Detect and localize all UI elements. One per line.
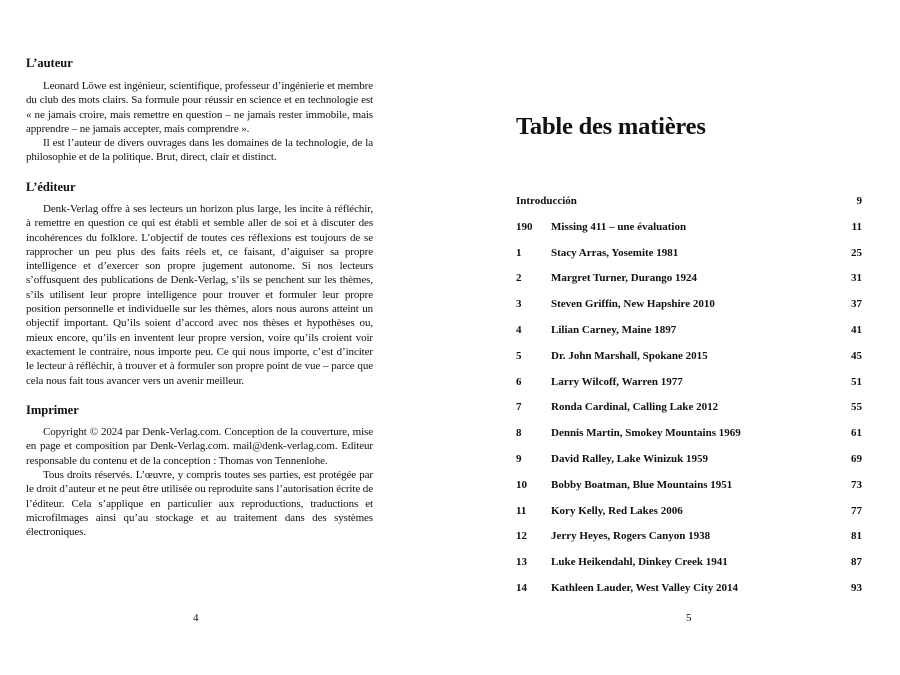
toc-entry-page: 37 <box>851 298 862 311</box>
right-page <box>450 0 900 675</box>
toc-entry-page: 51 <box>851 375 862 388</box>
toc-entry-title: Jerry Heyes, Rogers Canyon 1938 <box>551 530 711 543</box>
page-number-right: 5 <box>686 612 692 624</box>
toc-entry <box>516 401 862 417</box>
toc-entry-number: 3 <box>516 298 522 311</box>
imprint-paragraph-2: Tous droits réservés. L’œuvre, y compris toutes ses parties, est protégée par le droit d’auteur et ne peut être utilisée ou reproduite sans l’autorisation écrite de l’éditeur. Cela s’applique en particulier aux reproductions, traductions et microfilmages ainsi qu’au stockage et au traitement dans des systèmes électroniques. <box>26 469 373 539</box>
toc-entry-title: Kory Kelly, Red Lakes 2006 <box>551 504 683 517</box>
toc-entry <box>516 298 862 314</box>
toc-entry <box>516 556 862 572</box>
toc-entry-title: Steven Griffin, New Hapshire 2010 <box>551 298 715 311</box>
toc-entry-title: Dr. John Marshall, Spokane 2015 <box>551 349 708 362</box>
toc-entry <box>516 530 862 546</box>
toc-entry-page: 11 <box>851 220 862 233</box>
toc-entry-number: 9 <box>516 453 522 465</box>
toc-entry-title: Missing 411 – une évaluation <box>551 220 687 233</box>
toc-entry-page: 69 <box>851 453 862 465</box>
toc-entry-number: 7 <box>516 401 522 414</box>
toc-entry-page: 9 <box>856 195 862 207</box>
toc-entry <box>516 582 862 598</box>
toc-entry-number: 190 <box>516 220 533 233</box>
toc-entry <box>516 376 862 392</box>
toc-entry-title: Lilian Carney, Maine 1897 <box>551 324 677 336</box>
publisher-paragraph: Denk-Verlag offre à ses lecteurs un horizon plus large, les incite à réfléchir, à remettre en question ce qui est établi et semble aller de soi et à discuter des incohérences du folklore. L’objectif de toutes ces réflexions est toujours de se rapprocher un peu plus des faits réels et, ce faisant, d’aiguiser sa propre intelligence et d’exercer son propre jugement autonome. Si nos lecteurs s’offusquent des publications de Denk-Verlag, s’ils se penchent sur les thèmes, s’ils utilisent leur propre intelligence pour trouver et formuler leur propre position personnelle et individuelle sur les thèmes, alors nous aurons atteint un objectif important. Qu’ils soient d’accord avec nos thèses et hypothèses ou, mieux encore, qu’ils en inventent leur propre version, voire qu’ils croient voir exactement le contraire, nous importe peu. Ce qui nous importe, c’est d’inciter le lecteur à réfléchir, à trouver et à formuler son propre point de vue – parce que cela nous fait tous avancer vers un avenir meilleur. <box>26 203 373 387</box>
toc-entry-title: Kathleen Lauder, West Valley City 2014 <box>551 582 739 594</box>
toc-entry-page: 31 <box>851 272 862 285</box>
toc-entry-page: 87 <box>851 556 862 569</box>
toc-list <box>450 0 900 675</box>
toc-entry <box>516 505 862 521</box>
toc-entry-page: 41 <box>851 324 862 336</box>
toc-entry-page: 73 <box>851 478 862 491</box>
toc-entry <box>516 479 862 495</box>
imprint-heading: Imprimer <box>26 403 79 417</box>
toc-entry-number: 5 <box>516 349 522 362</box>
toc-entry <box>516 427 862 443</box>
toc-entry-title: Larry Wilcoff, Warren 1977 <box>551 375 683 388</box>
toc-entry <box>516 195 862 211</box>
author-paragraph-1: Leonard Löwe est ingénieur, scientifique, professeur d’ingénierie et membre du club des mots clairs. Sa formule pour réussir en science et en technologie est « ne jamais croire, mais remettre en question – ne jamais rester immobile, mais apprendre – ne jamais accepter, mais comprendre ». <box>26 80 373 135</box>
toc-entry-title: Margret Turner, Durango 1924 <box>551 272 698 285</box>
toc-entry-page: 45 <box>851 349 862 362</box>
toc-entry <box>516 247 862 263</box>
toc-entry-title: Ronda Cardinal, Calling Lake 2012 <box>551 401 719 414</box>
toc-entry-number: 10 <box>516 478 527 491</box>
toc-entry-title: Introducción <box>516 195 577 207</box>
toc-entry-title: Luke Heikendahl, Dinkey Creek 1941 <box>551 556 728 569</box>
toc-entry-page: 93 <box>851 582 862 594</box>
toc-entry-number: 6 <box>516 375 522 388</box>
toc-entry-page: 81 <box>851 530 862 543</box>
toc-entry <box>516 324 862 340</box>
toc-entry-title: David Ralley, Lake Winizuk 1959 <box>551 453 708 465</box>
toc-entry-title: Bobby Boatman, Blue Mountains 1951 <box>551 478 733 491</box>
toc-entry-number: 1 <box>516 246 522 259</box>
toc-entry <box>516 453 862 469</box>
author-paragraph-2: Il est l’auteur de divers ouvrages dans les domaines de la technologie, de la philosophie et de la politique. Brut, direct, clair et distinct. <box>26 137 373 164</box>
toc-entry-page: 25 <box>851 246 862 259</box>
author-heading: L’auteur <box>26 56 73 70</box>
toc-entry-title: Stacy Arras, Yosemite 1981 <box>551 246 679 259</box>
toc-entry <box>516 221 862 237</box>
toc-entry-page: 77 <box>851 504 862 517</box>
toc-entry-number: 11 <box>516 504 527 517</box>
toc-entry-number: 14 <box>516 582 527 594</box>
page-number-left: 4 <box>193 612 199 624</box>
toc-entry-number: 2 <box>516 272 522 285</box>
toc-entry-title: Dennis Martin, Smokey Mountains 1969 <box>551 427 741 440</box>
toc-entry-page: 61 <box>851 427 862 440</box>
publisher-heading: L’éditeur <box>26 180 76 194</box>
toc-entry <box>516 272 862 288</box>
toc-entry-number: 12 <box>516 530 527 543</box>
toc-entry-number: 8 <box>516 427 522 440</box>
toc-entry-page: 55 <box>851 401 862 414</box>
toc-entry-number: 13 <box>516 556 527 569</box>
toc-title: Table des matières <box>516 113 706 140</box>
imprint-paragraph-1: Copyright © 2024 par Denk-Verlag.com. Conception de la couverture, mise en page et composition par Denk-Verlag.com. mail@denk-verlag.com. Editeur responsable du contenu et de la conception : Thomas von Tennenlohe. <box>26 426 373 467</box>
toc-entry <box>516 350 862 366</box>
toc-entry-number: 4 <box>516 324 522 336</box>
